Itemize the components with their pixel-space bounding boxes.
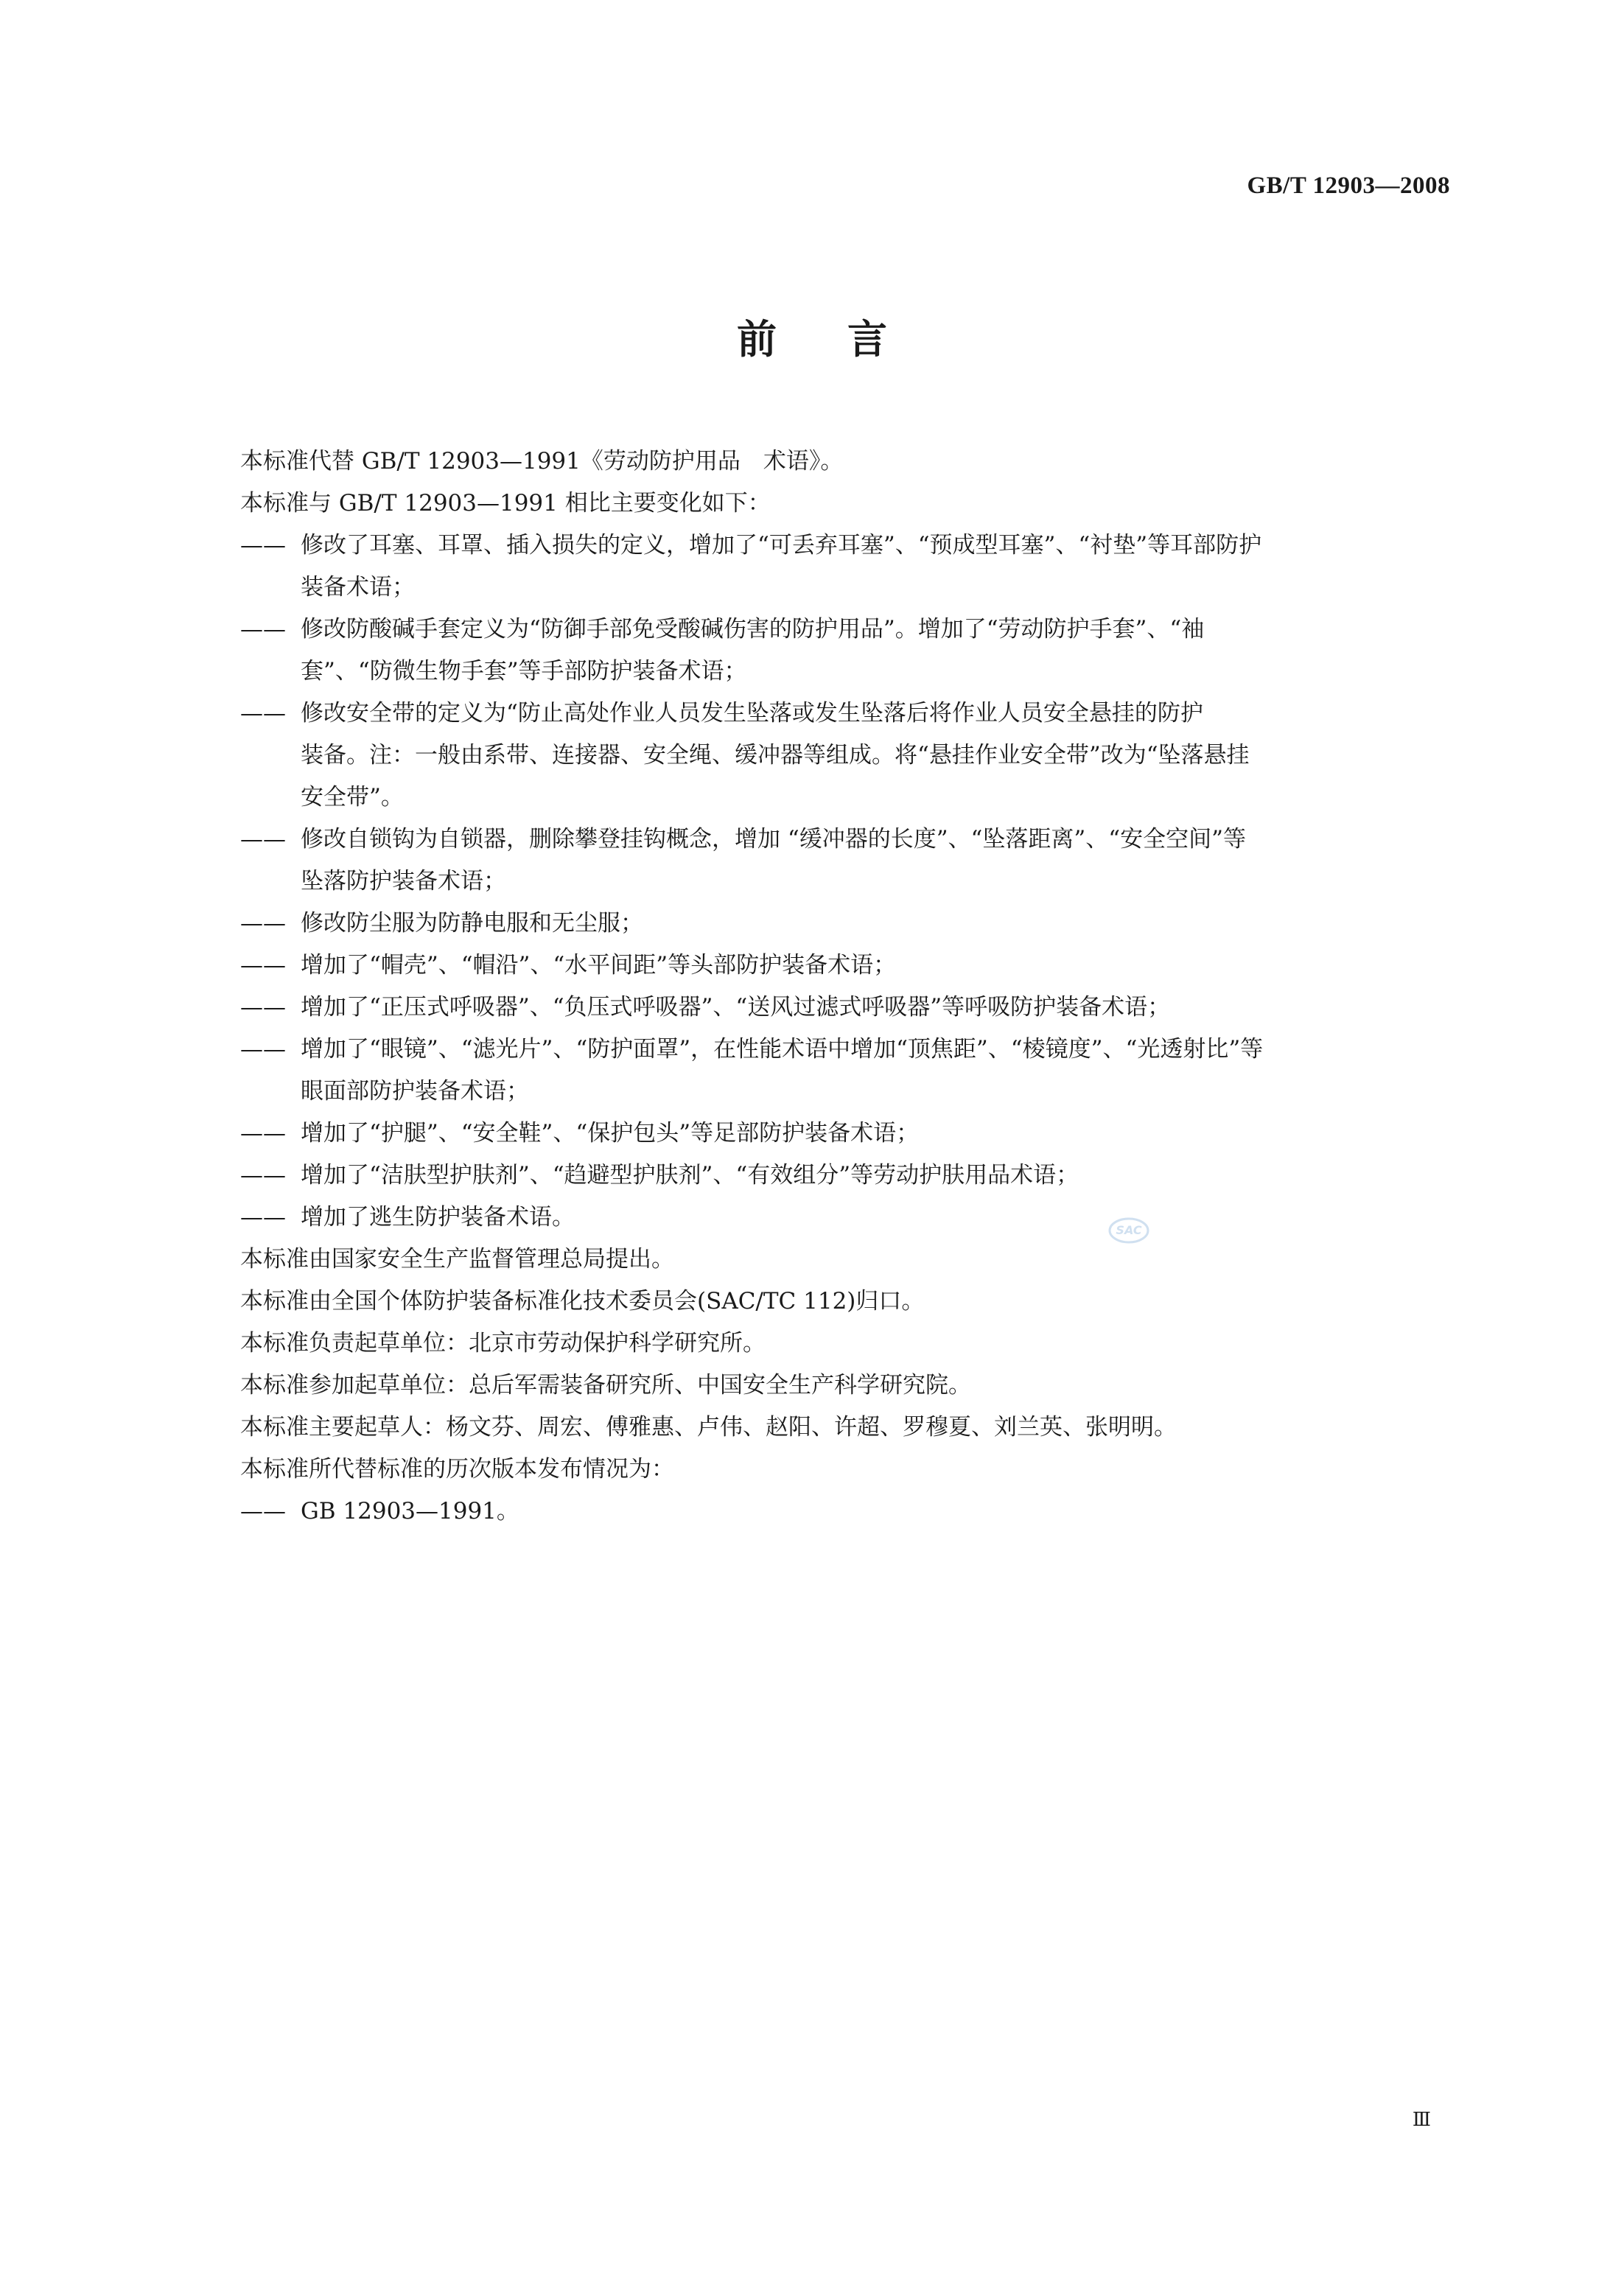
text-line: 增加了“正压式呼吸器”、“负压式呼吸器”、“送风过滤式呼吸器”等呼吸防护装备术语； xyxy=(301,994,1171,1021)
list-item xyxy=(240,1197,1450,1239)
standard-code: GB/T 12903—2008 xyxy=(1247,172,1450,199)
previous-edition-item xyxy=(240,1491,1450,1533)
list-item-text xyxy=(301,1029,1450,1113)
list-item-text xyxy=(301,945,1450,987)
statement-paragraph: 本标准由全国个体防护装备标准化技术委员会(SAC/TC 112)归口。 xyxy=(240,1288,925,1314)
list-dash: —— xyxy=(240,1036,286,1063)
changes-list xyxy=(240,525,1450,1239)
list-dash: —— xyxy=(240,616,286,643)
list-dash: —— xyxy=(240,952,286,979)
list-dash: —— xyxy=(240,994,286,1021)
list-dash: —— xyxy=(240,910,286,937)
statement-paragraph: 本标准由国家安全生产监督管理总局提出。 xyxy=(240,1246,674,1272)
page-title: 前言 xyxy=(737,316,958,363)
text-line: 套”、“防微生物手套”等手部防护装备术语； xyxy=(301,658,747,685)
text-line: 眼面部防护装备术语； xyxy=(301,1078,529,1105)
list-dash: —— xyxy=(240,700,286,727)
list-item-text xyxy=(301,1113,1450,1155)
text-line: GB 12903—1991。 xyxy=(301,1498,519,1524)
text-line: 增加了逃生防护装备术语。 xyxy=(301,1204,575,1230)
statement-paragraph: 本标准所代替标准的历次版本发布情况为： xyxy=(240,1456,674,1482)
intro-paragraph: 本标准与 GB/T 12903—1991 相比主要变化如下： xyxy=(240,490,771,517)
list-dash: —— xyxy=(240,1498,286,1524)
list-dash: —— xyxy=(240,1204,286,1230)
page-number: Ⅲ xyxy=(1412,2109,1431,2130)
watermark-text: SAC xyxy=(1116,1223,1142,1237)
list-dash: —— xyxy=(240,1120,286,1146)
list-item xyxy=(240,1113,1450,1155)
text-line: 装备。注：一般由系带、连接器、安全绳、缓冲器等组成。将“悬挂作业安全带”改为“坠落悬挂 xyxy=(301,742,1250,769)
sac-logo-icon xyxy=(1107,1211,1151,1247)
list-item xyxy=(240,525,1450,609)
list-item-text xyxy=(301,609,1450,693)
list-dash: —— xyxy=(240,532,286,559)
list-item-text xyxy=(301,819,1450,903)
text-line: 装备术语； xyxy=(301,574,415,601)
list-dash: —— xyxy=(240,826,286,853)
statement-paragraph: 本标准主要起草人：杨文芬、周宏、傅雅惠、卢伟、赵阳、许超、罗穆夏、刘兰英、张明明。 xyxy=(240,1414,1177,1440)
statement-paragraph: 本标准参加起草单位：总后军需装备研究所、中国安全生产科学研究院。 xyxy=(240,1372,971,1398)
list-item xyxy=(240,987,1450,1029)
text-line: 增加了“帽壳”、“帽沿”、“水平间距”等头部防护装备术语； xyxy=(301,952,897,979)
text-line: 增加了“护腿”、“安全鞋”、“保护包头”等足部防护装备术语； xyxy=(301,1120,920,1146)
text-line: 修改自锁钩为自锁器，删除攀登挂钩概念，增加 “缓冲器的长度”、“坠落距离”、“安全空间”等 xyxy=(301,826,1246,853)
list-item xyxy=(240,1029,1450,1113)
list-item-text xyxy=(301,1491,1450,1533)
text-line: 安全带”。 xyxy=(301,784,404,811)
text-line: 修改防酸碱手套定义为“防御手部免受酸碱伤害的防护用品”。增加了“劳动防护手套”、“袖 xyxy=(301,616,1205,643)
list-item-text xyxy=(301,1197,1450,1239)
list-item-text xyxy=(301,903,1450,945)
list-item xyxy=(240,945,1450,987)
list-item xyxy=(240,1155,1450,1197)
text-line: 修改安全带的定义为“防止高处作业人员发生坠落或发生坠落后将作业人员安全悬挂的防护 xyxy=(301,700,1203,727)
text-line: 增加了“洁肤型护肤剂”、“趋避型护肤剂”、“有效组分”等劳动护肤用品术语； xyxy=(301,1162,1079,1188)
text-line: 修改了耳塞、耳罩、插入损失的定义，增加了“可丢弃耳塞”、“预成型耳塞”、“衬垫”等耳部防护 xyxy=(301,532,1262,559)
list-item xyxy=(240,819,1450,903)
statement-paragraph: 本标准负责起草单位：北京市劳动保护科学研究所。 xyxy=(240,1330,766,1356)
list-item-text xyxy=(301,693,1450,819)
list-dash: —— xyxy=(240,1162,286,1188)
text-line: 修改防尘服为防静电服和无尘服； xyxy=(301,910,643,937)
list-item-text xyxy=(301,525,1450,609)
list-item-text xyxy=(301,987,1450,1029)
intro-paragraph: 本标准代替 GB/T 12903—1991《劳动防护用品 术语》。 xyxy=(240,448,844,475)
document-body xyxy=(240,441,1450,1533)
text-line: 坠落防护装备术语； xyxy=(301,868,506,895)
text-line: 增加了“眼镜”、“滤光片”、“防护面罩”，在性能术语中增加“顶焦距”、“棱镜度”、“光透射比”等 xyxy=(301,1036,1264,1063)
list-item-text xyxy=(301,1155,1450,1197)
list-item xyxy=(240,693,1450,819)
list-item xyxy=(240,903,1450,945)
list-item xyxy=(240,609,1450,693)
